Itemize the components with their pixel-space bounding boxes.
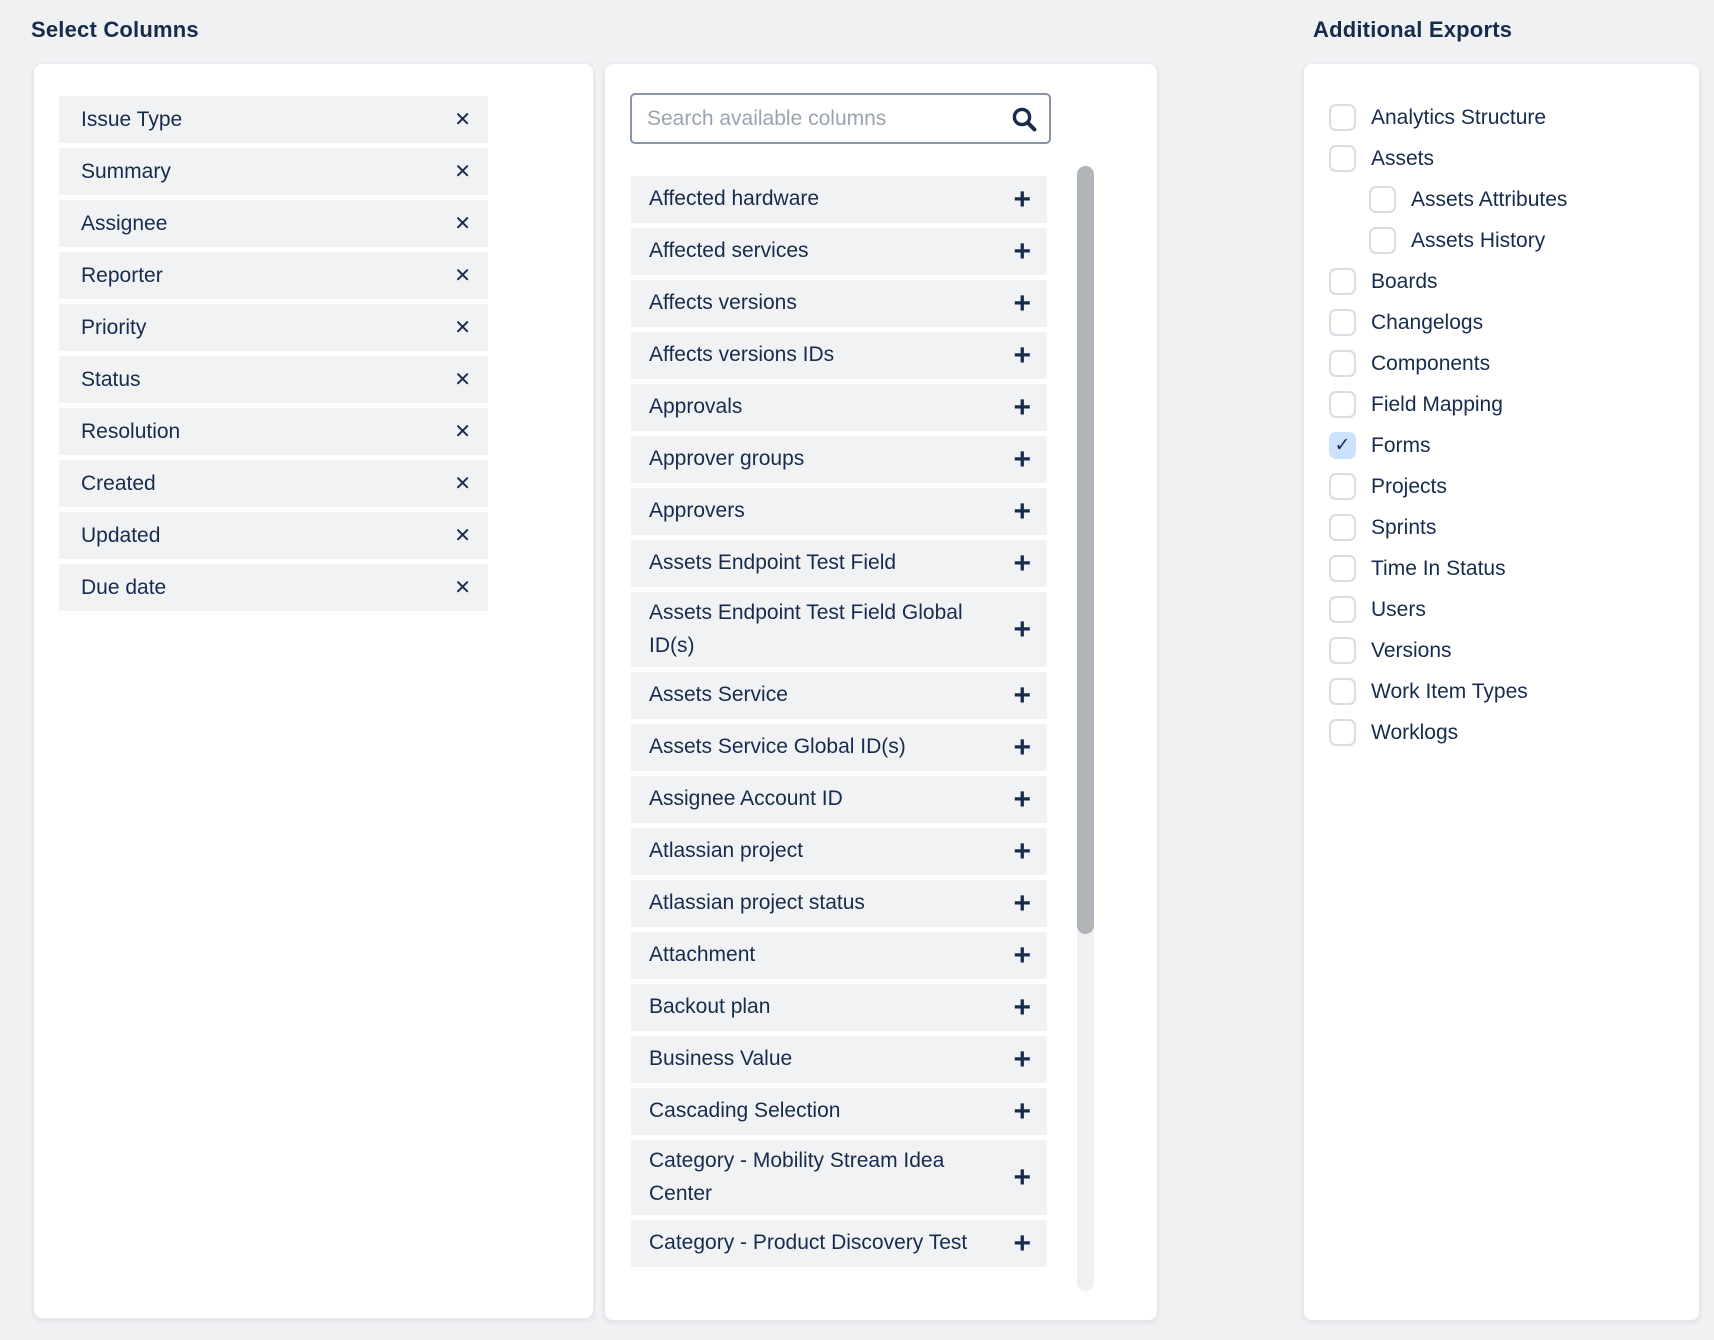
export-option-label: Assets History: [1411, 228, 1546, 252]
remove-icon[interactable]: ✕: [454, 524, 471, 547]
select-columns-title: Select Columns: [31, 17, 199, 42]
add-icon[interactable]: +: [1013, 286, 1031, 320]
add-icon[interactable]: +: [1013, 678, 1031, 712]
available-column-label: Approvers: [649, 499, 745, 523]
available-column-row[interactable]: [631, 932, 1047, 979]
export-option-row[interactable]: [1329, 712, 1567, 753]
add-icon[interactable]: +: [1013, 234, 1031, 268]
available-column-label: Approver groups: [649, 447, 805, 471]
export-option-row[interactable]: [1329, 384, 1567, 425]
available-column-label: Assets Service: [649, 683, 788, 707]
checkbox-icon[interactable]: [1329, 268, 1356, 295]
available-column-label: Assignee Account ID: [649, 787, 843, 811]
available-column-label: Assets Endpoint Test Field Global ID(s): [649, 601, 963, 657]
export-option-label: Versions: [1371, 638, 1452, 662]
available-column-label: Affected hardware: [649, 187, 820, 211]
checkbox-icon[interactable]: [1329, 309, 1356, 336]
scrollbar-thumb[interactable]: [1077, 166, 1094, 934]
available-column-row[interactable]: [631, 828, 1047, 875]
add-icon[interactable]: +: [1013, 546, 1031, 580]
available-column-row[interactable]: [631, 776, 1047, 823]
export-option-label: Boards: [1371, 269, 1438, 293]
available-column-row[interactable]: [631, 280, 1047, 327]
export-option-row[interactable]: [1329, 425, 1567, 466]
available-column-row[interactable]: [631, 724, 1047, 771]
available-column-label: Attachment: [649, 943, 756, 967]
available-columns-list: [631, 176, 1047, 1272]
available-column-label: Approvals: [649, 395, 743, 419]
available-column-row[interactable]: [631, 436, 1047, 483]
selected-column-label: Updated: [81, 523, 161, 547]
export-option-row[interactable]: [1329, 548, 1567, 589]
remove-icon[interactable]: ✕: [454, 212, 471, 235]
remove-icon[interactable]: ✕: [454, 368, 471, 391]
add-icon[interactable]: +: [1013, 1042, 1031, 1076]
checkbox-icon[interactable]: [1329, 678, 1356, 705]
export-option-row[interactable]: [1329, 97, 1567, 138]
remove-icon[interactable]: ✕: [454, 160, 471, 183]
export-option-row[interactable]: [1329, 466, 1567, 507]
available-column-label: Backout plan: [649, 995, 771, 1019]
export-option-row[interactable]: [1329, 507, 1567, 548]
remove-icon[interactable]: ✕: [454, 108, 471, 131]
available-column-label: Category - Product Discovery Test: [649, 1231, 968, 1255]
export-option-row[interactable]: [1329, 261, 1567, 302]
export-option-label: Analytics Structure: [1371, 105, 1547, 129]
add-icon[interactable]: +: [1013, 612, 1031, 646]
search-icon: [1010, 105, 1038, 133]
search-box: [630, 93, 1051, 144]
available-column-row[interactable]: [631, 488, 1047, 535]
selected-column-row[interactable]: [59, 356, 488, 403]
add-icon[interactable]: +: [1013, 730, 1031, 764]
additional-exports-title: Additional Exports: [1313, 17, 1513, 42]
export-option-label: Assets: [1371, 146, 1435, 170]
available-column-label: Affects versions IDs: [649, 343, 835, 367]
checkbox-icon[interactable]: [1369, 227, 1396, 254]
selected-column-row[interactable]: [59, 96, 488, 143]
available-column-row[interactable]: [631, 176, 1047, 223]
add-icon[interactable]: +: [1013, 782, 1031, 816]
selected-column-row[interactable]: [59, 252, 488, 299]
checkbox-icon[interactable]: [1329, 514, 1356, 541]
selected-column-row[interactable]: [59, 564, 488, 611]
available-column-label: Assets Service Global ID(s): [649, 735, 906, 759]
selected-column-row[interactable]: [59, 200, 488, 247]
add-icon[interactable]: +: [1013, 990, 1031, 1024]
selected-columns-panel: [33, 63, 594, 1319]
selected-column-label: Summary: [81, 159, 171, 183]
export-option-label: Assets Attributes: [1411, 187, 1568, 211]
checkbox-icon[interactable]: [1329, 350, 1356, 377]
search-input[interactable]: [645, 106, 1010, 132]
available-column-row[interactable]: [631, 1220, 1047, 1267]
export-option-label: Work Item Types: [1371, 679, 1528, 703]
checkbox-icon[interactable]: [1329, 473, 1356, 500]
available-column-label: Assets Endpoint Test Field: [649, 551, 897, 575]
add-icon[interactable]: +: [1013, 834, 1031, 868]
selected-columns-list: [59, 96, 488, 616]
add-icon[interactable]: +: [1013, 442, 1031, 476]
available-column-label: Affected services: [649, 239, 809, 263]
checkbox-icon[interactable]: [1329, 104, 1356, 131]
checkbox-icon[interactable]: [1369, 186, 1396, 213]
selected-column-label: Issue Type: [81, 107, 183, 131]
export-option-row[interactable]: [1329, 343, 1567, 384]
selected-column-row[interactable]: [59, 460, 488, 507]
remove-icon[interactable]: ✕: [454, 576, 471, 599]
add-icon[interactable]: +: [1013, 338, 1031, 372]
add-icon[interactable]: +: [1013, 390, 1031, 424]
selected-column-row[interactable]: [59, 304, 488, 351]
selected-column-label: Reporter: [81, 263, 163, 287]
export-option-row[interactable]: [1329, 671, 1567, 712]
available-column-row[interactable]: [631, 1140, 1047, 1215]
checkbox-icon[interactable]: [1329, 637, 1356, 664]
checkbox-icon[interactable]: [1329, 555, 1356, 582]
available-column-row[interactable]: [631, 1036, 1047, 1083]
available-column-row[interactable]: [631, 228, 1047, 275]
selected-column-row[interactable]: [59, 408, 488, 455]
add-icon[interactable]: +: [1013, 1094, 1031, 1128]
available-column-label: Affects versions: [649, 291, 797, 315]
available-columns-panel: [604, 63, 1158, 1321]
checkbox-icon[interactable]: [1329, 145, 1356, 172]
selected-column-label: Resolution: [81, 419, 181, 443]
remove-icon[interactable]: ✕: [454, 316, 471, 339]
export-option-label: Users: [1371, 597, 1426, 621]
available-column-row[interactable]: [631, 984, 1047, 1031]
export-option-label: Field Mapping: [1371, 392, 1503, 416]
scrollbar-track[interactable]: [1077, 166, 1094, 1291]
remove-icon[interactable]: ✕: [454, 420, 471, 443]
available-column-label: Cascading Selection: [649, 1099, 841, 1123]
add-icon[interactable]: +: [1013, 938, 1031, 972]
selected-column-label: Assignee: [81, 211, 168, 235]
export-option-label: Forms: [1371, 433, 1431, 457]
export-option-label: Projects: [1371, 474, 1447, 498]
remove-icon[interactable]: ✕: [454, 472, 471, 495]
available-column-label: Atlassian project: [649, 839, 804, 863]
export-option-row[interactable]: [1329, 589, 1567, 630]
export-option-row[interactable]: [1369, 220, 1567, 261]
available-column-label: Category - Mobility Stream Idea Center: [649, 1149, 945, 1205]
checkbox-icon[interactable]: [1329, 596, 1356, 623]
selected-column-row[interactable]: [59, 148, 488, 195]
export-option-label: Components: [1371, 351, 1491, 375]
checkbox-icon[interactable]: [1329, 391, 1356, 418]
available-column-row[interactable]: [631, 540, 1047, 587]
export-option-label: Worklogs: [1371, 720, 1459, 744]
available-column-row[interactable]: [631, 672, 1047, 719]
available-column-row[interactable]: [631, 1088, 1047, 1135]
checkbox-checked-icon[interactable]: ✓: [1329, 432, 1356, 459]
export-option-label: Changelogs: [1371, 310, 1484, 334]
additional-exports-panel: [1303, 63, 1700, 1321]
add-icon[interactable]: +: [1013, 1160, 1031, 1194]
export-option-label: Sprints: [1371, 515, 1437, 539]
available-column-row[interactable]: [631, 384, 1047, 431]
available-column-row[interactable]: [631, 592, 1047, 667]
export-option-row[interactable]: [1329, 630, 1567, 671]
additional-exports-list: [1329, 97, 1567, 753]
add-icon[interactable]: +: [1013, 886, 1031, 920]
export-option-row[interactable]: [1329, 302, 1567, 343]
export-option-row[interactable]: [1329, 138, 1567, 179]
available-column-row[interactable]: [631, 880, 1047, 927]
selected-column-label: Priority: [81, 315, 147, 339]
export-option-row[interactable]: [1369, 179, 1567, 220]
selected-column-row[interactable]: [59, 512, 488, 559]
add-icon[interactable]: +: [1013, 494, 1031, 528]
add-icon[interactable]: +: [1013, 1226, 1031, 1260]
export-option-label: Time In Status: [1371, 556, 1506, 580]
available-column-label: Atlassian project status: [649, 891, 865, 915]
selected-column-label: Due date: [81, 575, 167, 599]
checkbox-icon[interactable]: [1329, 719, 1356, 746]
remove-icon[interactable]: ✕: [454, 264, 471, 287]
available-column-label: Business Value: [649, 1047, 793, 1071]
available-column-row[interactable]: [631, 332, 1047, 379]
add-icon[interactable]: +: [1013, 182, 1031, 216]
selected-column-label: Status: [81, 367, 141, 391]
selected-column-label: Created: [81, 471, 156, 495]
